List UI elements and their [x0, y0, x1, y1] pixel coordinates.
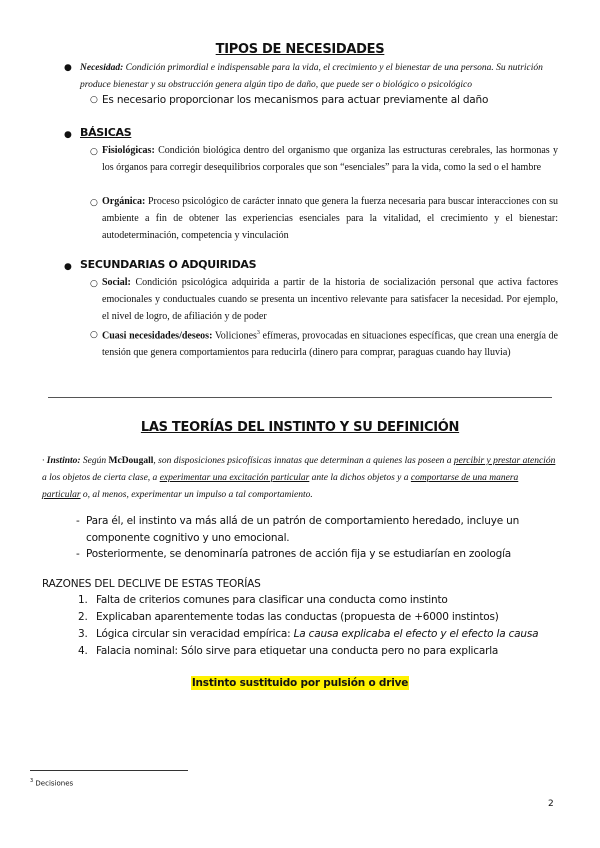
page-number: 2	[548, 799, 554, 809]
razones-title: RAZONES DEL DECLIVE DE ESTAS TEORÍAS	[42, 578, 261, 590]
footnote-divider	[30, 770, 188, 771]
footnote-text: Decisiones	[35, 779, 74, 788]
instinto-lead: ·	[42, 456, 47, 466]
secundarias-title: SECUNDARIAS O ADQUIRIDAS	[80, 258, 257, 271]
circle-bullet-icon: ○	[90, 330, 98, 340]
circle-bullet-icon: ○	[90, 95, 98, 105]
bullet-icon: ●	[64, 262, 72, 272]
section-title-teorias: LAS TEORÍAS DEL INSTINTO Y SU DEFINICIÓN	[140, 420, 460, 435]
cuasi-text: efímeras, provocadas en situaciones específicas, que crean una energía de tensión que genera comportamientos para reducirla (dinero para comprar, paraguas cuando hay lluvia)	[102, 330, 558, 359]
social-item	[102, 274, 558, 325]
cuasi-term: Cuasi necesidades/deseos:	[102, 330, 213, 342]
highlight-row	[0, 673, 600, 691]
necesidad-text: Condición primordial e indispensable para la vida, el crecimiento y el bienestar de una persona. Su nutrición produce bienestar y su obstrucción genera algún tipo de daño, que puede ser o biológico o psicológico	[80, 63, 543, 90]
necesidad-definition	[80, 60, 560, 94]
footnote	[30, 778, 73, 787]
list-item	[96, 626, 556, 643]
list-item-italic: La causa explicaba el efecto y el efecto la causa	[293, 628, 539, 640]
cuasi-text-before: Voliciones	[214, 330, 257, 342]
list-item: Falacia nominal: Sólo sirve para etiquetar una conducta pero no para explicarla	[96, 645, 499, 657]
section-title-tipos: TIPOS DE NECESIDADES	[215, 42, 385, 57]
instinto-definition	[42, 453, 558, 504]
list-item: Explicaban aparentemente todas las conductas (propuesta de +6000 instintos)	[96, 611, 499, 623]
organica-term: Orgánica:	[102, 196, 146, 207]
basicas-title: BÁSICAS	[80, 126, 132, 139]
necesidad-sub: Es necesario proporcionar los mecanismos para actuar previamente al daño	[102, 94, 489, 106]
cuasi-item	[102, 325, 558, 361]
circle-bullet-icon: ○	[90, 147, 98, 157]
list-number: 1.	[78, 594, 88, 606]
social-text: Condición psicológica adquirida a partir de la historia de socialización personal que activa factores emocionales y conductuales cuando se presenta un incentivo relevante para satisfacer la necesidad. Por ejemplo, el nivel de logro, de afiliación y de poder	[102, 277, 559, 322]
instinto-p3: a los objetos de cierta clase, a	[42, 473, 158, 483]
section-divider	[48, 397, 552, 398]
fisiologicas-term: Fisiológicas:	[102, 145, 155, 156]
necesidad-term: Necesidad:	[80, 63, 124, 73]
list-item: Falta de criterios comunes para clasificar una conducta como instinto	[96, 594, 448, 606]
dash-item: Posteriormente, se denominaría patrones de acción fija y se estudiarían en zoología	[86, 548, 512, 560]
footnote-mark: 3	[30, 778, 34, 784]
bullet-icon: ●	[64, 63, 72, 73]
instinto-underline-2: experimentar una excitación particular	[159, 473, 310, 483]
list-number: 2.	[78, 611, 88, 623]
instinto-term: Instinto:	[46, 456, 81, 466]
social-term: Social:	[102, 277, 131, 288]
instinto-p4: ante la dichos objetos y a	[311, 473, 409, 483]
instinto-underline-3: comportarse de una manera particular	[42, 473, 519, 500]
instinto-p5: o, al menos, experimentar un impulso a tal comportamiento.	[82, 490, 313, 500]
bullet-icon: ●	[64, 130, 72, 140]
instinto-author: McDougall	[108, 456, 154, 466]
dash-item: Para él, el instinto va más allá de un patrón de comportamiento heredado, incluye un componente cognitivo y uno emocional.	[86, 515, 520, 544]
instinto-p1: Según	[82, 456, 107, 466]
footnote-ref[interactable]: 3	[256, 330, 260, 336]
circle-bullet-icon: ○	[90, 198, 98, 208]
fisiologicas-item	[102, 142, 558, 176]
dash-icon: -	[76, 548, 80, 560]
list-number: 4.	[78, 645, 88, 657]
organica-text: Proceso psicológico de carácter innato que genera la fuerza necesaria para buscar interacciones con su ambiente a fin de obtener las experiencias esenciales para la vitalidad, el crecimiento y el bienestar: autodeterminación, competencia y vinculación	[102, 196, 559, 241]
fisiologicas-text: Condición biológica dentro del organismo que organiza las estructuras cerebrales, las hormonas y los órganos para corregir desequilibrios corporales que son “esenciales” para la vida, como la sed o el hambre	[102, 145, 558, 173]
organica-item	[102, 193, 558, 244]
dash-icon: -	[76, 515, 80, 527]
list-number: 3.	[78, 628, 88, 640]
instinto-p2: , son disposiciones psicofísicas innatas que determinan a quienes las poseen a	[153, 456, 452, 466]
highlight-text: Instinto sustituido por pulsión o drive	[191, 677, 409, 689]
circle-bullet-icon: ○	[90, 279, 98, 289]
list-item-text: Lógica circular sin veracidad empírica:	[96, 628, 291, 640]
instinto-underline-1: percibir y prestar atención	[453, 456, 556, 466]
